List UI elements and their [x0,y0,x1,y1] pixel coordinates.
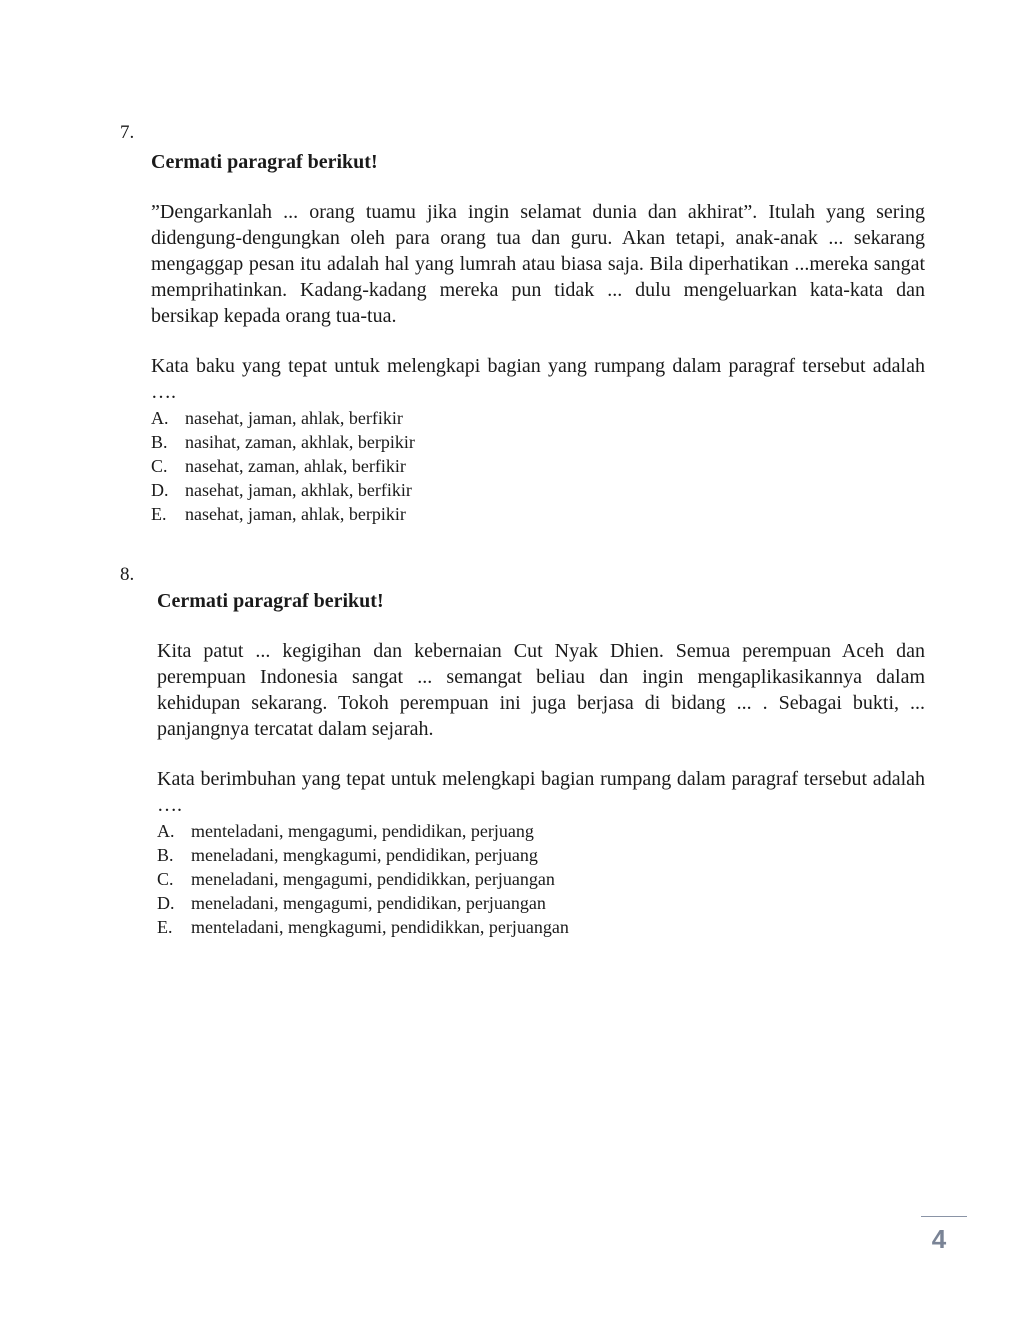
answer-option [157,867,925,891]
option-text: meneladani, mengagumi, pendidikkan, perjuangan [191,869,555,889]
answer-options [151,406,925,526]
answer-option [151,406,925,430]
option-letter: B. [157,845,174,865]
option-text: nasehat, jaman, akhlak, berfikir [185,480,412,500]
option-letter: C. [157,869,174,889]
option-letter: C. [151,456,168,476]
option-letter: E. [151,504,167,524]
question-paragraph: Kita patut ... kegigihan dan kebernaian Cut Nyak Dhien. Semua perempuan Aceh dan perempuan Indonesia sangat ... semangat beliau dan ingin mengaplikasikannya dalam kehidupan sekarang. Tokoh perempuan ini juga berjasa di bidang ... . Sebagai bukti, ... panjangnya tercatat dalam sejarah. [157,640,925,740]
page-number: 4 [931,1224,947,1254]
answer-option [157,843,925,867]
answer-option [151,430,925,454]
option-text: nasehat, jaman, ahlak, berpikir [185,504,406,524]
option-text: nasihat, zaman, akhlak, berpikir [185,432,415,452]
option-letter: A. [151,408,169,428]
option-text: menteladani, mengkagumi, pendidikkan, perjuangan [191,917,569,937]
question-prompt: Kata baku yang tepat untuk melengkapi bagian yang rumpang dalam paragraf tersebut adalah …. [151,355,925,403]
answer-option [151,502,925,526]
option-letter: A. [157,821,175,841]
answer-option [157,915,925,939]
option-text: nasehat, jaman, ahlak, berfikir [185,408,403,428]
answer-option [157,891,925,915]
answer-option [157,819,925,843]
option-letter: B. [151,432,168,452]
question-instruction: Cermati paragraf berikut! [151,151,378,173]
option-letter: E. [157,917,173,937]
question-7 [151,150,925,526]
question-prompt: Kata berimbuhan yang tepat untuk melengkapi bagian rumpang dalam paragraf tersebut adalah …. [157,768,925,816]
option-letter: D. [151,480,169,500]
question-number: 8. [120,564,135,585]
option-text: meneladani, mengkagumi, pendidikan, perjuang [191,845,538,865]
question-8 [157,589,925,939]
question-instruction: Cermati paragraf berikut! [157,590,384,612]
answer-option [151,454,925,478]
answer-options [157,819,925,939]
option-letter: D. [157,893,175,913]
option-text: menteladani, mengagumi, pendidikan, perjuang [191,821,534,841]
answer-option [151,478,925,502]
option-text: nasehat, zaman, ahlak, berfikir [185,456,406,476]
page-number-rule [921,1216,967,1217]
option-text: meneladani, mengagumi, pendidikan, perjuangan [191,893,546,913]
question-number: 7. [120,122,135,143]
question-paragraph: ”Dengarkanlah ... orang tuamu jika ingin selamat dunia dan akhirat”. Itulah yang sering didengung-dengungkan oleh para orang tua dan guru. Akan tetapi, anak-anak ... sekarang mengaggap pesan itu adalah hal yang lumrah atau biasa saja. Bila diperhatikan ...mereka sangat memprihatinkan. Kadang-kadang mereka pun tidak ... dulu mengeluarkan kata-kata dan bersikap kepada orang tua-tua. [151,201,925,327]
